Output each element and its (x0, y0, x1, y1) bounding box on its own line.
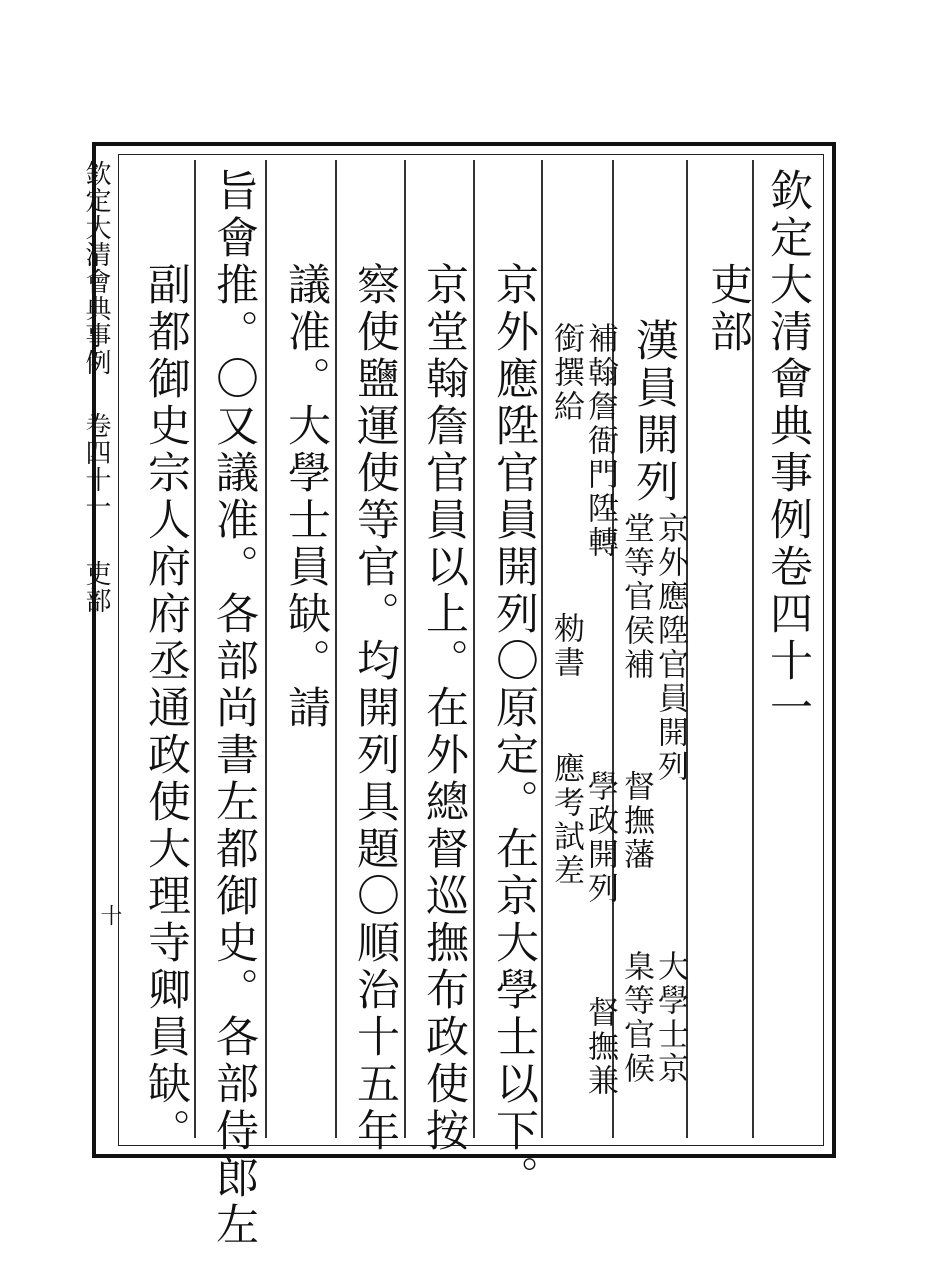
department-heading: 吏部 (703, 262, 753, 356)
section-heading: 漢員開列 (629, 318, 679, 506)
body-text-line: 察使鹽運使等官。均開列具題〇順治十五年 (350, 262, 400, 1155)
column-rule (265, 160, 267, 1138)
spine-title: 欽定大清會典事例 (81, 160, 111, 376)
volume-title: 欽定大清會典事例卷四十一 (763, 168, 813, 732)
note-line: 補翰詹衙門陞轉 (582, 322, 618, 560)
note-line: 臬等官候 (618, 950, 654, 1086)
body-text-line: 京外應陞官員開列〇原定。在京大學士以下。 (489, 262, 539, 1202)
note-line: 應考試差 (548, 752, 584, 888)
spine-page-number: 十 (97, 904, 122, 927)
body-text-line: 旨會推。〇又議准。各部尚書左都御史。各部侍郎左 (209, 168, 259, 1249)
spine-section: 吏部 (81, 560, 111, 614)
note-line: 督撫兼 (582, 996, 618, 1098)
body-text-line: 議准。大學士員缺。請 (281, 262, 331, 732)
note-line: 學政開列 (582, 770, 618, 906)
spine-volume: 卷四十一 (81, 412, 111, 520)
note-line: 督撫藩 (618, 770, 654, 872)
note-line: 京外應陞官員開列 (652, 512, 688, 784)
body-text-line: 副都御史宗人府府丞通政使大理寺卿員缺。 (141, 262, 191, 1155)
body-text-line: 京堂翰詹官員以上。在外總督巡撫布政使按 (419, 262, 469, 1155)
note-line: 銜撰給 (548, 322, 584, 424)
note-line: 勑書 (548, 612, 584, 680)
note-line: 堂等官侯補 (618, 512, 654, 682)
note-line: 大學士京 (652, 950, 688, 1086)
